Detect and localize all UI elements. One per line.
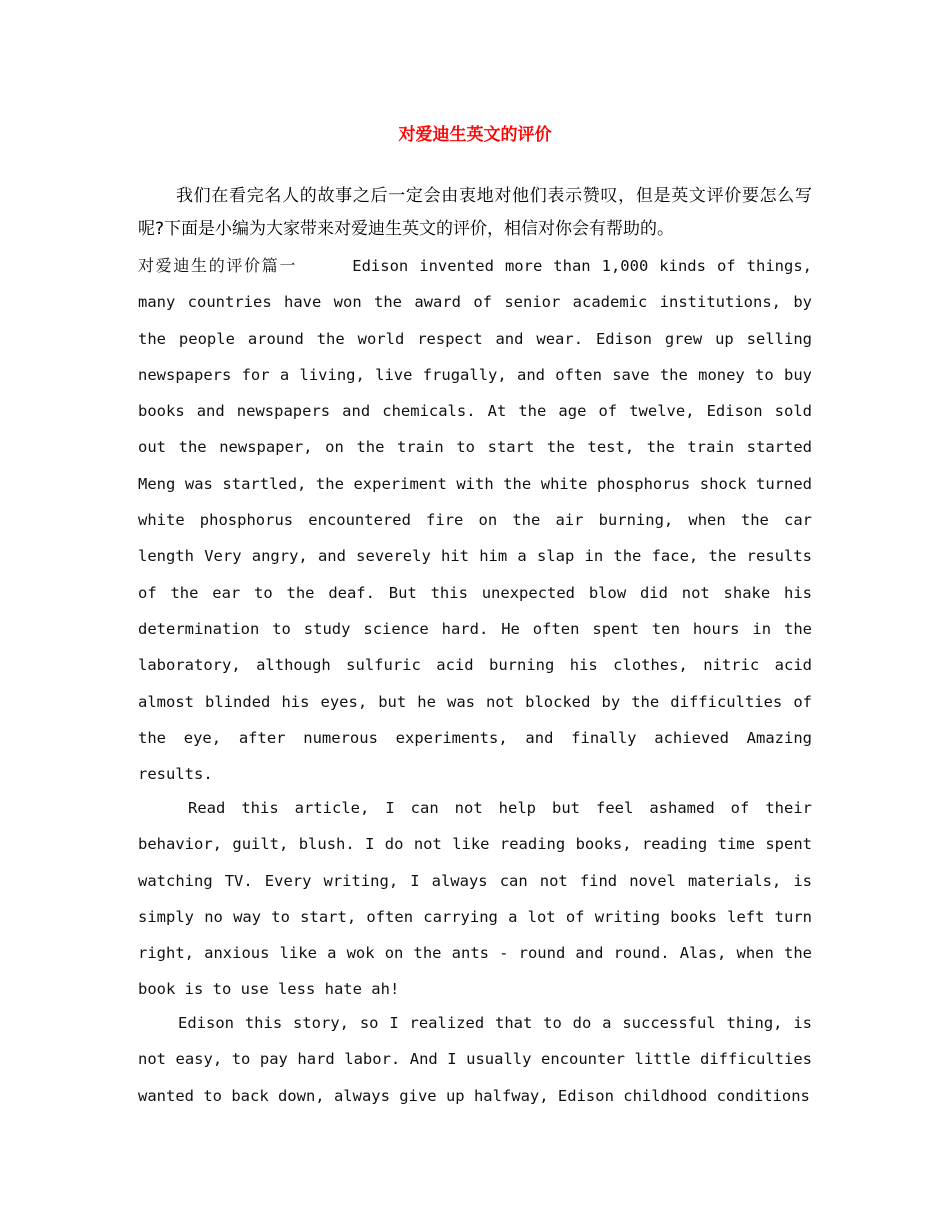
intro-paragraph: 我们在看完名人的故事之后一定会由衷地对他们表示赞叹，但是英文评价要怎么写呢?下面是小编为大家带来对爱迪生英文的评价，相信对你会有帮助的。 — [138, 186, 812, 239]
paragraph-2: Read this article, I can not help but feel ashamed of their behavior, guilt, blush. I do not like reading books, reading time spent watching TV. Every writing, I always can not find novel materials, is simply no way to start, often carrying a lot of writing books left turn right, anxious like a wok on the ants - round and round. Alas, when the book is to use less hate ah! — [138, 799, 812, 999]
section-heading: 对爱迪生的评价篇一 — [138, 256, 298, 275]
paragraph-1-text: Edison invented more than 1,000 kinds of things, many countries have won the award of senior academic institutions, by the people around the world respect and wear. Edison grew up selling newspapers for a living, live frugally, and often save the money to buy books and newspapers and chemicals. At the age of twelve, Edison sold out the newspaper, on the train to start the test, the train started Meng was startled, the experiment with the white phosphorus shock turned white phosphorus encountered fire on the air burning, when the car length Very angry, and severely hit him a slap in the face, the results of the ear to the deaf. But this unexpected blow did not shake his determination to study science hard. He often spent ten hours in the laboratory, although sulfuric acid burning his clothes, nitric acid almost blinded his eyes, but he was not blocked by the difficulties of the eye, after numerous experiments, and finally achieved Amazing results. — [138, 257, 812, 784]
paragraph-1 — [138, 248, 812, 792]
document-page — [138, 0, 812, 1230]
paragraph-3: Edison this story, so I realized that to do a successful thing, is not easy, to pay hard labor. And I usually encounter little difficulties wanted to back down, always give up halfway, Edison childhood conditions — [138, 1014, 812, 1105]
document-title: 对爱迪生英文的评价 — [398, 125, 552, 145]
section-spacer — [297, 257, 352, 275]
